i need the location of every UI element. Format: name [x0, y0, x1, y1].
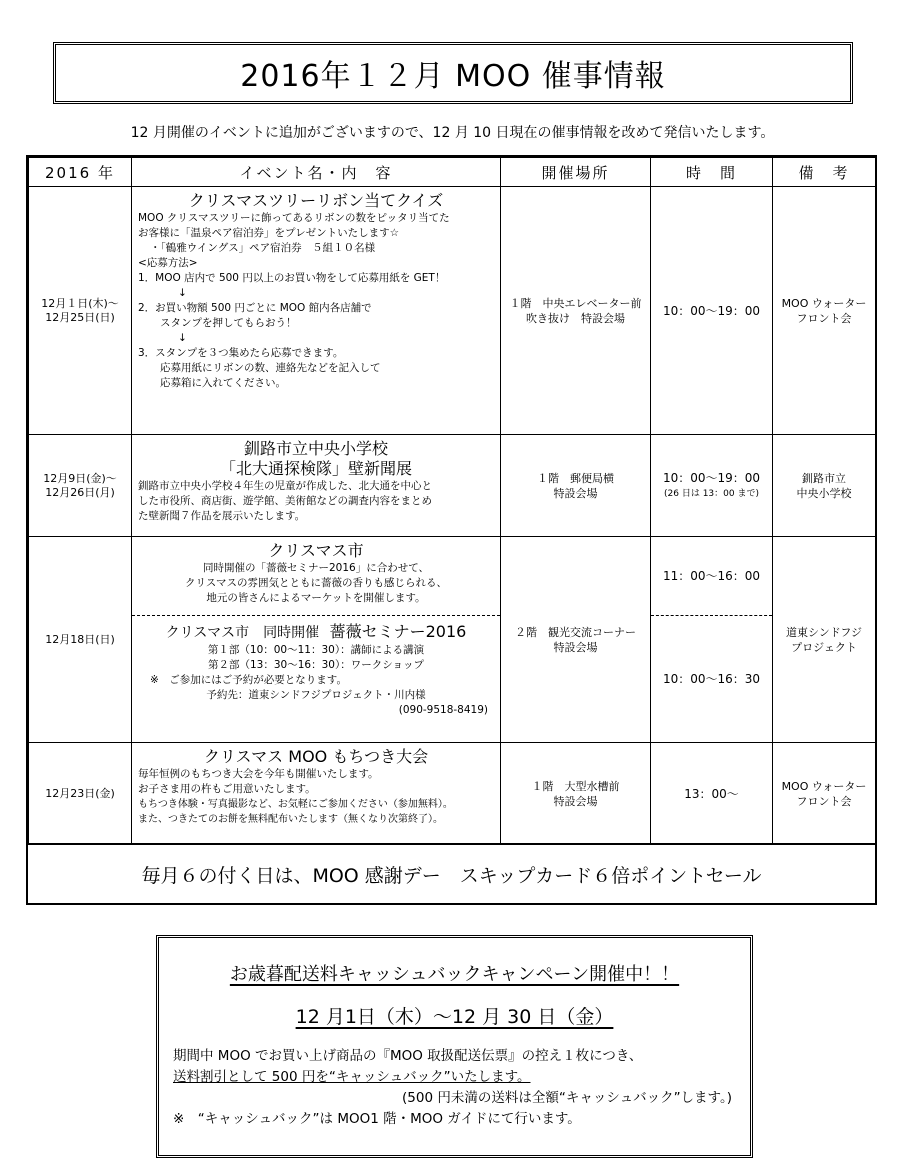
event-date: [29, 743, 132, 845]
note-line: 道東シンドフジ: [786, 625, 862, 639]
event-title: クリスマス MOO もちつき大会: [203, 747, 429, 766]
campaign-period: [159, 1002, 750, 1029]
event-line: お客様に「温泉ペア宿泊券」をプレゼントいたします☆: [138, 227, 399, 239]
date-start: 12月18日(日): [45, 632, 115, 646]
event-content: [132, 743, 501, 845]
note-line: フロント会: [796, 794, 852, 808]
event-note: [773, 187, 876, 435]
event-content: [132, 537, 501, 743]
header-year: 2016 年: [29, 158, 132, 187]
campaign-period-text: 12 月1日（木）～12 月 30 日（金）: [295, 1006, 614, 1028]
event-line: ※ ご参加にはご予約が必要となります。: [150, 674, 347, 686]
event-line: また、つきたてのお餅を無料配布いたします（無くなり次第終了）。: [138, 814, 443, 825]
campaign-title-text: お歳暮配送料キャッシュバックキャンペーン開催中！！: [229, 964, 680, 985]
arrow-line: ↓: [178, 287, 187, 299]
event-line: 第２部（13：30～16：30）：ワークショップ: [208, 659, 424, 671]
event-line: ・「鶴雅ウイングス」ペア宿泊券 ５組１０名様: [150, 242, 376, 254]
time-seminar: 10：00～16：30: [651, 615, 772, 742]
location-line: 特設会場: [553, 486, 598, 500]
event-line: もちつき体験・写真撮影など、お気軽にご参加ください（参加無料）。: [138, 799, 453, 810]
campaign-box: [156, 935, 753, 1158]
location-line: １階 郵便局横: [537, 471, 614, 485]
event-note: [773, 435, 876, 537]
table-row: [29, 537, 876, 743]
location-line: １階 大型水槽前: [531, 779, 620, 793]
page-title: 2016年１２月 MOO 催事情報: [240, 59, 666, 94]
header-event: イベント名・内 容: [132, 158, 501, 187]
market-block: [132, 537, 500, 615]
seminar-title-prefix: クリスマス市 同時開催: [165, 625, 320, 641]
event-line: MOO クリスマスツリーに飾ってあるリボンの数をピッタリ当てた: [138, 212, 450, 224]
event-line: 2．お買い物額 500 円ごとに MOO 館内各店舗で: [138, 302, 372, 314]
event-line: スタンプを押してもらおう！: [160, 317, 297, 329]
event-location: [501, 537, 651, 743]
event-time: 10：00～19：00: [651, 187, 773, 435]
header-note: 備 考: [773, 158, 876, 187]
location-line: 特設会場: [553, 794, 598, 808]
time-sub: (26 日は 13：00 まで): [664, 488, 759, 499]
time-market: 11：00～16：00: [662, 569, 761, 583]
campaign-body: [173, 1046, 736, 1130]
date-start: 12月9日(金)～: [43, 471, 117, 485]
event-line: 同時開催の「薔薇セミナー2016」に合わせて、: [202, 562, 429, 574]
events-table: [28, 157, 876, 845]
arrow-line: ↓: [178, 332, 187, 344]
note-line: MOO ウォーター: [781, 296, 867, 310]
event-title: 釧路市立中央小学校: [243, 439, 388, 458]
event-date: [29, 435, 132, 537]
event-location: [501, 743, 651, 845]
event-time: 13：00～: [651, 743, 773, 845]
table-row: [29, 435, 876, 537]
event-location: [501, 435, 651, 537]
note-line: 中央小学校: [796, 486, 852, 500]
campaign-title: [159, 960, 750, 986]
event-line: した市役所、商店街、遊学館、美術館などの調査内容をまとめ: [138, 495, 432, 507]
note-line: 釧路市立: [802, 471, 846, 485]
event-line: 釧路市立中央小学校４年生の児童が作成した、北大通を中心と: [138, 480, 432, 492]
event-line: クリスマスの雰囲気とともに薔薇の香りも感じられる、: [184, 577, 448, 589]
event-content: [132, 187, 501, 435]
time-main: 10：00～19：00: [662, 470, 761, 485]
campaign-line: (500 円未満の送料は全額“キャッシュバック”します。): [402, 1090, 732, 1106]
event-date: [29, 537, 132, 743]
event-line: 3．スタンプを３つ集めたら応募できます。: [138, 347, 344, 359]
campaign-line: ※ “キャッシュバック”は MOO1 階・MOO ガイドにて行います。: [173, 1111, 581, 1127]
events-table-frame: [26, 155, 877, 905]
event-line: お子さま用の杵もご用意いたします。: [138, 783, 316, 795]
date-start: 12月23日(金): [45, 786, 115, 800]
event-line: た壁新聞７作品を展示いたします。: [138, 510, 306, 522]
header-location: 開催場所: [501, 158, 651, 187]
seminar-name: 薔薇セミナー2016: [329, 622, 467, 641]
note-line: MOO ウォーター: [781, 779, 867, 793]
event-line: 地元の皆さんによるマーケットを開催します。: [206, 592, 426, 604]
event-time: [651, 537, 773, 743]
campaign-line-underlined: 送料割引として 500 円を“キャッシュバック”いたします。: [173, 1069, 531, 1085]
event-title: クリスマスツリーリボン当てクイズ: [188, 191, 444, 210]
event-line: (090-9518-8419): [398, 704, 488, 716]
date-end: 12月26日(月): [45, 485, 115, 499]
header-time: 時 間: [651, 158, 773, 187]
update-notice: 12 月開催のイベントに追加がございますので、12 月 10 日現在の催事情報を改めて発信いたします。: [130, 125, 775, 141]
seminar-title: [138, 622, 494, 643]
campaign-line: 期間中 MOO でお買い上げ商品の『MOO 取扱配送伝票』の控え１枚につき、: [173, 1048, 643, 1064]
note-line: フロント会: [796, 311, 852, 325]
location-line: 特設会場: [553, 640, 598, 654]
table-row: [29, 743, 876, 845]
campaign-line: [173, 1067, 736, 1088]
event-line: 毎年恒例のもちつき大会を今年も開催いたします。: [138, 768, 379, 780]
event-line: 1．MOO 店内で 500 円以上のお買い物をして応募用紙を GET！: [138, 272, 446, 284]
location-line: １階 中央エレベーター前: [509, 296, 642, 310]
location-line: ２階 観光交流コーナー: [515, 625, 636, 639]
event-time: [651, 435, 773, 537]
event-location: [501, 187, 651, 435]
note-line: プロジェクト: [791, 640, 857, 654]
event-date: [29, 187, 132, 435]
event-note: [773, 743, 876, 845]
event-line: 応募箱に入れてください。: [160, 377, 286, 389]
event-line: 予約先：道東シンドフジプロジェクト・川内様: [206, 689, 426, 701]
event-line: <応募方法>: [138, 257, 198, 269]
date-end: 12月25日(日): [45, 310, 115, 324]
seminar-block: [132, 615, 500, 720]
event-content: [132, 435, 501, 537]
table-header-row: [29, 158, 876, 187]
event-line: 応募用紙にリボンの数、連絡先などを記入して: [160, 362, 381, 374]
event-note: [773, 537, 876, 743]
event-title-2: 「北大通探検隊」壁新聞展: [219, 459, 412, 478]
location-line: 吹き抜け 特設会場: [526, 311, 625, 325]
title-box: [53, 42, 853, 104]
thanks-day-banner: 毎月６の付く日は、MOO 感謝デー スキップカード６倍ポイントセール: [28, 843, 875, 903]
table-row: [29, 187, 876, 435]
event-title: クリスマス市: [268, 541, 364, 560]
event-line: 第１部（10：00～11：30）：講師による講演: [207, 644, 425, 656]
date-start: 12月１日(木)～: [41, 296, 119, 310]
